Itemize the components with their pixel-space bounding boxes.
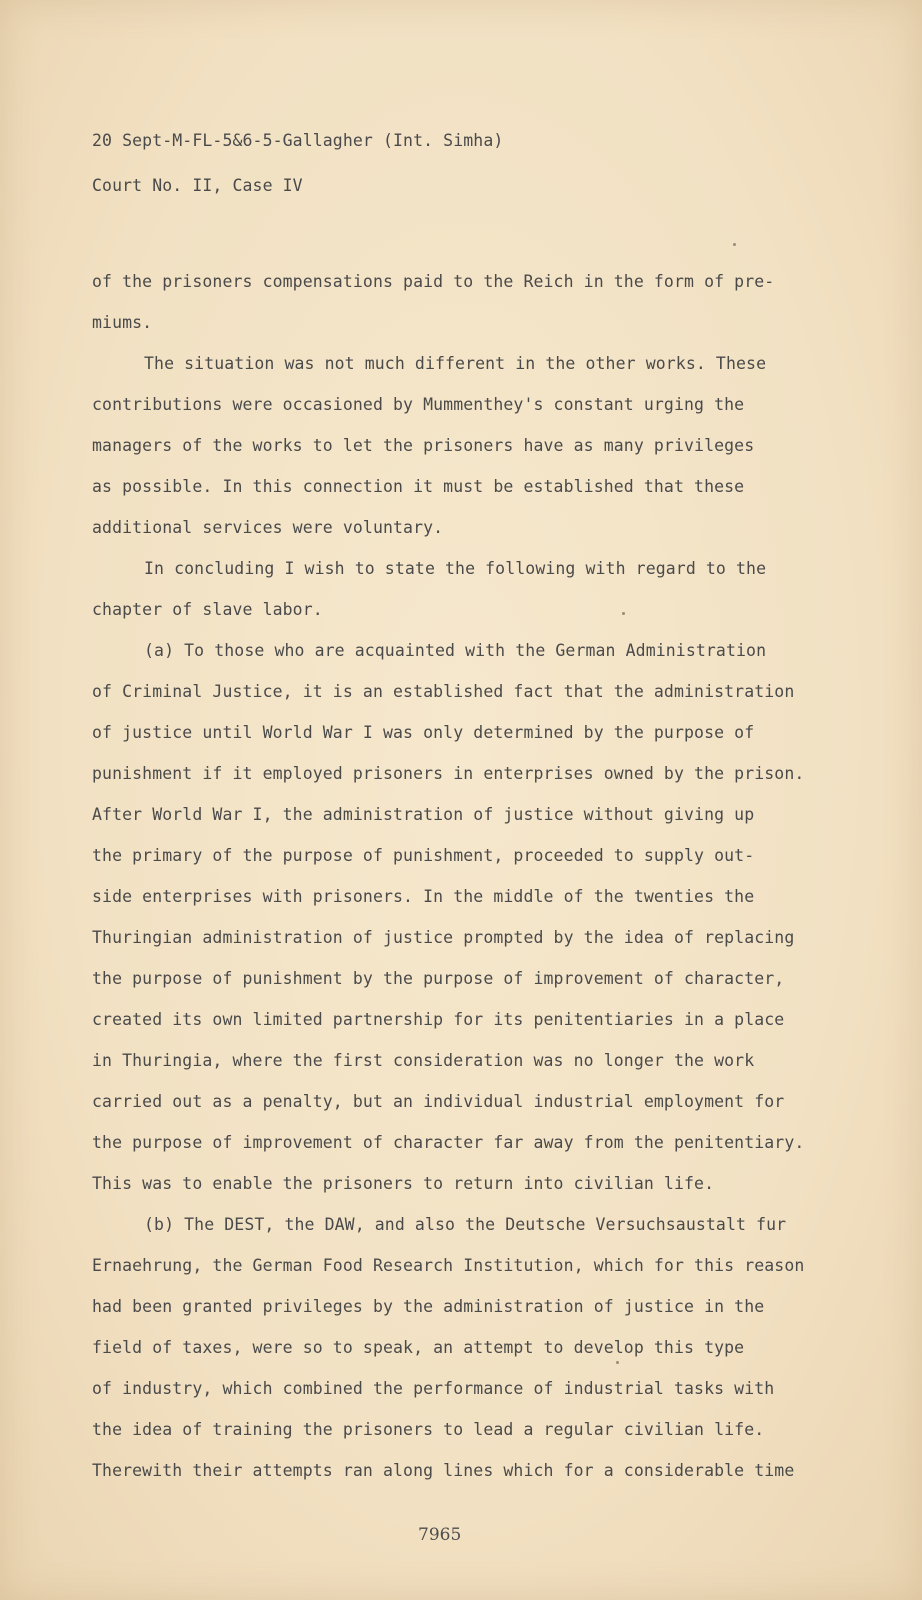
paper-speck [733, 243, 736, 246]
body-line: Therewith their attempts ran along lines which for a considerable time [92, 1461, 795, 1480]
body-line: managers of the works to let the prisoners have as many privileges [92, 436, 755, 455]
body-line: chapter of slave labor. [92, 600, 323, 619]
body-line: side enterprises with prisoners. In the middle of the twenties the [92, 887, 755, 906]
body-line: carried out as a penalty, but an individual industrial employment for [92, 1092, 785, 1111]
body-line: This was to enable the prisoners to return into civilian life. [92, 1174, 715, 1193]
body-line: The situation was not much different in the other works. These [144, 354, 767, 373]
body-line: miums. [92, 313, 153, 332]
body-line: of Criminal Justice, it is an established fact that the administration [92, 682, 795, 701]
header-reference-line: 20 Sept-M-FL-5&6-5-Gallagher (Int. Simha) [92, 131, 504, 150]
body-line: of the prisoners compensations paid to the Reich in the form of pre- [92, 272, 775, 291]
paper-speck [616, 1361, 619, 1364]
body-line: After World War I, the administration of justice without giving up [92, 805, 755, 824]
body-line: the primary of the purpose of punishment, proceeded to supply out- [92, 846, 755, 865]
body-line: of justice until World War I was only determined by the purpose of [92, 723, 755, 742]
body-line: (b) The DEST, the DAW, and also the Deutsche Versuchsaustalt fur [144, 1215, 787, 1234]
body-line: In concluding I wish to state the following with regard to the [144, 559, 767, 578]
body-line: had been granted privileges by the administration of justice in the [92, 1297, 765, 1316]
body-line: (a) To those who are acquainted with the German Administration [144, 641, 767, 660]
body-line: Ernaehrung, the German Food Research Institution, which for this reason [92, 1256, 805, 1275]
page-number: 7965 [418, 1525, 462, 1545]
body-line: field of taxes, were so to speak, an attempt to develop this type [92, 1338, 745, 1357]
body-line: Thuringian administration of justice prompted by the idea of replacing [92, 928, 795, 947]
body-line: contributions were occasioned by Mummenthey's constant urging the [92, 395, 745, 414]
body-line: the idea of training the prisoners to lead a regular civilian life. [92, 1420, 765, 1439]
body-line: the purpose of improvement of character far away from the penitentiary. [92, 1133, 805, 1152]
body-line: as possible. In this connection it must be established that these [92, 477, 745, 496]
body-line: additional services were voluntary. [92, 518, 444, 537]
body-line: the purpose of punishment by the purpose of improvement of character, [92, 969, 785, 988]
body-line: in Thuringia, where the first consideration was no longer the work [92, 1051, 755, 1070]
body-line: of industry, which combined the performance of industrial tasks with [92, 1379, 775, 1398]
body-line: created its own limited partnership for its penitentiaries in a place [92, 1010, 785, 1029]
paper-speck [622, 612, 625, 615]
header-court-line: Court No. II, Case IV [92, 176, 303, 195]
body-line: punishment if it employed prisoners in enterprises owned by the prison. [92, 764, 805, 783]
